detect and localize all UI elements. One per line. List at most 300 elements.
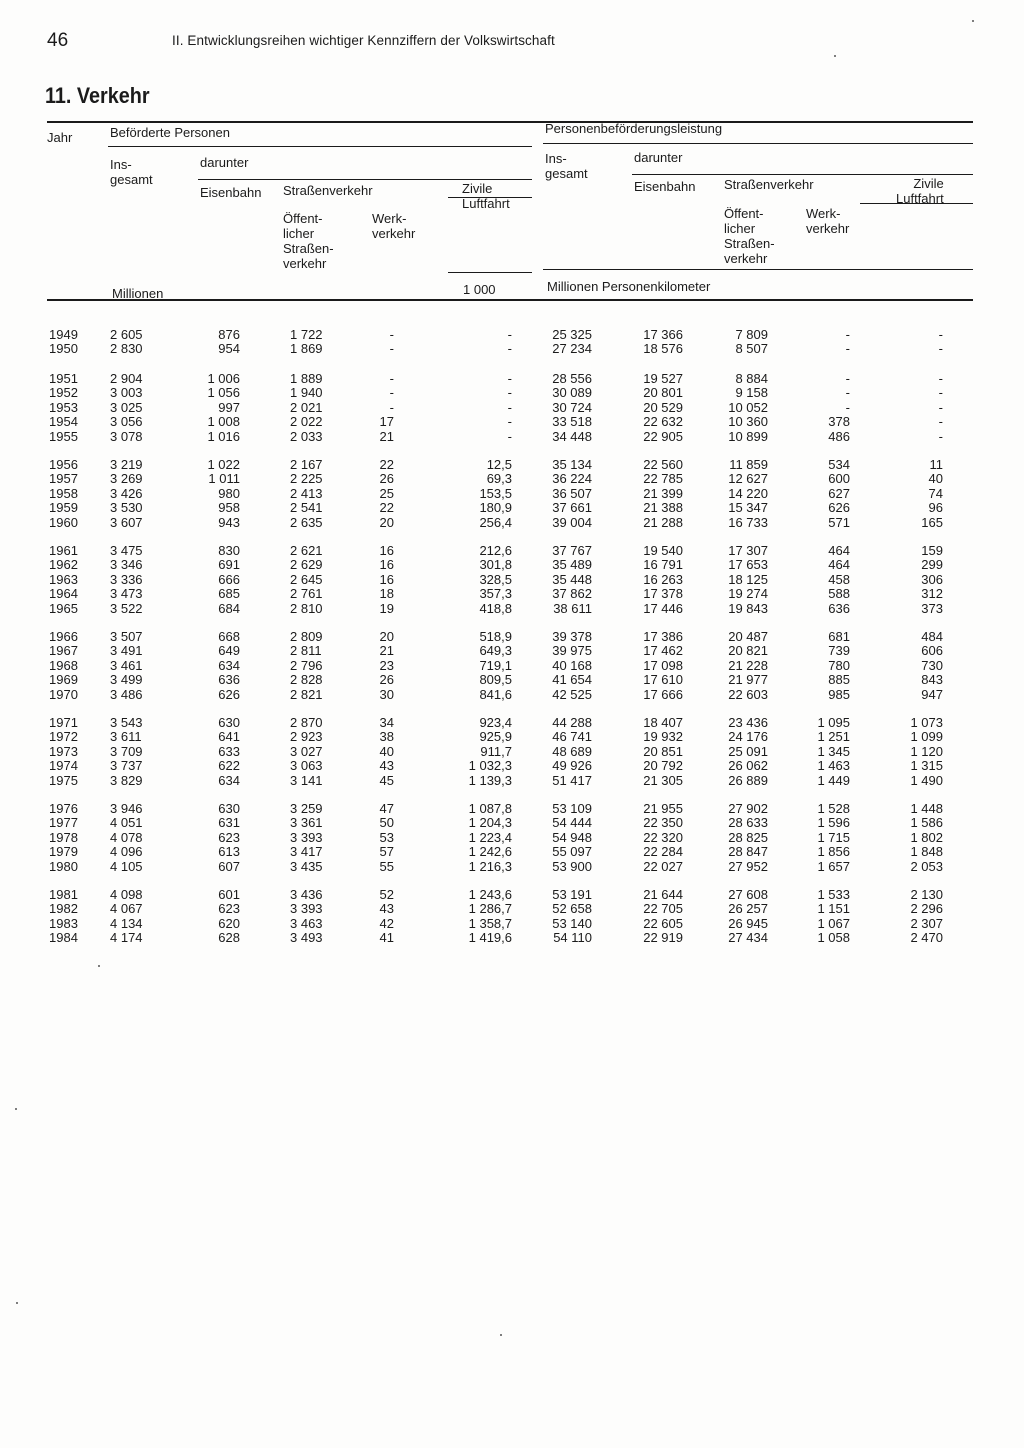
cell-eisenbahn: 980 <box>218 485 240 501</box>
cell-werkverkehr: 16 <box>379 557 394 573</box>
cell-eisenbahn: 623 <box>218 901 240 917</box>
table-row <box>0 773 1024 788</box>
unit-personenkilometer: Millionen Personenkilometer <box>547 279 711 294</box>
cell-pkm-zivile-luftfahrt: 1 099 <box>910 729 943 745</box>
cell-pkm-zivile-luftfahrt: 96 <box>928 500 943 516</box>
cell-insgesamt: 3 607 <box>110 514 143 530</box>
table-row <box>0 815 1024 830</box>
cell-year: 1966 <box>49 629 78 644</box>
cell-pkm-werkverkehr: 571 <box>828 514 850 530</box>
cell-pkm-oeffentlicher-strassenverkehr: 26 889 <box>728 772 768 788</box>
cell-zivile-luftfahrt: - <box>507 341 512 357</box>
table-row <box>0 572 1024 587</box>
cell-oeffentlicher-strassenverkehr: 2 621 <box>290 543 323 558</box>
cell-pkm-insgesamt: 36 507 <box>552 485 592 501</box>
cell-pkm-zivile-luftfahrt: 606 <box>921 643 943 659</box>
cell-year: 1980 <box>49 858 78 874</box>
cell-werkverkehr: 43 <box>379 758 394 774</box>
cell-insgesamt: 4 098 <box>110 887 143 902</box>
cell-pkm-eisenbahn: 21 305 <box>643 772 683 788</box>
cell-eisenbahn: 623 <box>218 829 240 845</box>
cell-year: 1982 <box>49 901 78 917</box>
cell-pkm-oeffentlicher-strassenverkehr: 21 228 <box>728 657 768 673</box>
cell-insgesamt: 4 067 <box>110 901 143 917</box>
page-number: 46 <box>47 30 69 51</box>
cell-zivile-luftfahrt: 1 139,3 <box>468 772 512 788</box>
cell-oeffentlicher-strassenverkehr: 2 828 <box>290 672 323 688</box>
cell-eisenbahn: 636 <box>218 672 240 688</box>
cell-pkm-insgesamt: 41 654 <box>552 672 592 688</box>
cell-werkverkehr: 19 <box>379 600 394 616</box>
table-row <box>0 515 1024 530</box>
table-row <box>0 471 1024 486</box>
cell-oeffentlicher-strassenverkehr: 3 027 <box>290 743 323 759</box>
cell-oeffentlicher-strassenverkehr: 2 629 <box>290 557 323 573</box>
cell-zivile-luftfahrt: 1 216,3 <box>468 858 512 874</box>
cell-pkm-insgesamt: 35 134 <box>552 457 592 472</box>
cell-pkm-eisenbahn: 17 378 <box>643 586 683 602</box>
cell-zivile-luftfahrt: - <box>507 327 512 342</box>
cell-eisenbahn: 620 <box>218 915 240 931</box>
cell-insgesamt: 4 078 <box>110 829 143 845</box>
cell-pkm-eisenbahn: 19 540 <box>643 543 683 558</box>
cell-pkm-oeffentlicher-strassenverkehr: 28 847 <box>728 844 768 860</box>
cell-pkm-eisenbahn: 21 644 <box>643 887 683 902</box>
table-row <box>0 844 1024 859</box>
cell-insgesamt: 3 530 <box>110 500 143 516</box>
cell-pkm-eisenbahn: 16 791 <box>643 557 683 573</box>
cell-zivile-luftfahrt: 1 223,4 <box>468 829 512 845</box>
cell-pkm-werkverkehr: 1 856 <box>817 844 850 860</box>
cell-werkverkehr: - <box>389 327 394 342</box>
cell-eisenbahn: 626 <box>218 686 240 702</box>
cell-pkm-eisenbahn: 19 932 <box>643 729 683 745</box>
cell-pkm-werkverkehr: 1 715 <box>817 829 850 845</box>
cell-pkm-insgesamt: 55 097 <box>552 844 592 860</box>
table-row <box>0 687 1024 702</box>
cell-eisenbahn: 943 <box>218 514 240 530</box>
cell-zivile-luftfahrt: 1 286,7 <box>468 901 512 917</box>
cell-year: 1949 <box>49 327 78 342</box>
cell-oeffentlicher-strassenverkehr: 2 021 <box>290 399 323 415</box>
cell-pkm-insgesamt: 53 140 <box>552 915 592 931</box>
cell-pkm-werkverkehr: 636 <box>828 600 850 616</box>
cell-zivile-luftfahrt: - <box>507 385 512 401</box>
cell-pkm-eisenbahn: 17 446 <box>643 600 683 616</box>
unit-millionen: Millionen <box>112 286 164 301</box>
cell-pkm-oeffentlicher-strassenverkehr: 27 434 <box>728 930 768 946</box>
table-row <box>0 930 1024 945</box>
cell-pkm-insgesamt: 51 417 <box>552 772 592 788</box>
cell-insgesamt: 3 486 <box>110 686 143 702</box>
cell-pkm-zivile-luftfahrt: 1 586 <box>910 815 943 831</box>
cell-insgesamt: 3 056 <box>110 414 143 430</box>
cell-eisenbahn: 628 <box>218 930 240 946</box>
cell-werkverkehr: 43 <box>379 901 394 917</box>
cell-pkm-insgesamt: 33 518 <box>552 414 592 430</box>
cell-oeffentlicher-strassenverkehr: 3 436 <box>290 887 323 902</box>
table-row <box>0 457 1024 472</box>
cell-pkm-zivile-luftfahrt: - <box>938 371 943 386</box>
header-rule-right <box>543 143 973 144</box>
cell-pkm-oeffentlicher-strassenverkehr: 23 436 <box>728 715 768 730</box>
cell-pkm-eisenbahn: 21 388 <box>643 500 683 516</box>
cell-year: 1967 <box>49 643 78 659</box>
cell-oeffentlicher-strassenverkehr: 2 022 <box>290 414 323 430</box>
table-row <box>0 543 1024 558</box>
cell-eisenbahn: 649 <box>218 643 240 659</box>
cell-eisenbahn: 1 006 <box>207 371 240 386</box>
cell-pkm-insgesamt: 49 926 <box>552 758 592 774</box>
cell-pkm-insgesamt: 37 862 <box>552 586 592 602</box>
table-row <box>0 400 1024 415</box>
cell-pkm-werkverkehr: 780 <box>828 657 850 673</box>
header-rule-left <box>108 146 532 147</box>
cell-pkm-oeffentlicher-strassenverkehr: 10 052 <box>728 399 768 415</box>
table-row <box>0 758 1024 773</box>
table-row <box>0 830 1024 845</box>
cell-werkverkehr: 20 <box>379 514 394 530</box>
cell-eisenbahn: 958 <box>218 500 240 516</box>
table-row <box>0 715 1024 730</box>
cell-zivile-luftfahrt: 841,6 <box>479 686 512 702</box>
cell-pkm-zivile-luftfahrt: - <box>938 385 943 401</box>
cell-werkverkehr: 25 <box>379 485 394 501</box>
cell-pkm-werkverkehr: 1 151 <box>817 901 850 917</box>
cell-werkverkehr: 22 <box>379 457 394 472</box>
cell-eisenbahn: 668 <box>218 629 240 644</box>
cell-werkverkehr: 18 <box>379 586 394 602</box>
cell-oeffentlicher-strassenverkehr: 3 141 <box>290 772 323 788</box>
cell-insgesamt: 3 522 <box>110 600 143 616</box>
cell-pkm-insgesamt: 54 444 <box>552 815 592 831</box>
cell-pkm-insgesamt: 35 489 <box>552 557 592 573</box>
cell-pkm-oeffentlicher-strassenverkehr: 21 977 <box>728 672 768 688</box>
cell-zivile-luftfahrt: - <box>507 414 512 430</box>
cell-pkm-werkverkehr: - <box>845 327 850 342</box>
cell-pkm-oeffentlicher-strassenverkehr: 20 487 <box>728 629 768 644</box>
cell-pkm-insgesamt: 46 741 <box>552 729 592 745</box>
cell-pkm-insgesamt: 34 448 <box>552 428 592 444</box>
cell-insgesamt: 3 491 <box>110 643 143 659</box>
cell-werkverkehr: 34 <box>379 715 394 730</box>
cell-pkm-eisenbahn: 20 851 <box>643 743 683 759</box>
cell-eisenbahn: 830 <box>218 543 240 558</box>
cell-pkm-zivile-luftfahrt: 2 053 <box>910 858 943 874</box>
header-insgesamt-left: Ins- gesamt <box>110 157 153 187</box>
cell-pkm-zivile-luftfahrt: 484 <box>921 629 943 644</box>
table-row <box>0 486 1024 501</box>
cell-insgesamt: 3 025 <box>110 399 143 415</box>
cell-pkm-zivile-luftfahrt: 11 <box>929 457 943 472</box>
header-zivile-luftfahrt-right: Zivile Luftfahrt <box>896 176 944 206</box>
cell-pkm-zivile-luftfahrt: - <box>938 327 943 342</box>
cell-year: 1975 <box>49 772 78 788</box>
cell-zivile-luftfahrt: 518,9 <box>479 629 512 644</box>
cell-pkm-eisenbahn: 21 288 <box>643 514 683 530</box>
cell-pkm-insgesamt: 53 191 <box>552 887 592 902</box>
cell-pkm-insgesamt: 38 611 <box>553 600 592 616</box>
cell-pkm-werkverkehr: 1 058 <box>817 930 850 946</box>
cell-insgesamt: 3 543 <box>110 715 143 730</box>
scan-speck <box>834 55 836 57</box>
cell-pkm-insgesamt: 54 110 <box>553 930 592 946</box>
cell-insgesamt: 3 346 <box>110 557 143 573</box>
cell-year: 1973 <box>49 743 78 759</box>
cell-oeffentlicher-strassenverkehr: 2 796 <box>290 657 323 673</box>
cell-werkverkehr: - <box>389 399 394 415</box>
cell-pkm-zivile-luftfahrt: - <box>938 341 943 357</box>
cell-pkm-zivile-luftfahrt: 165 <box>921 514 943 530</box>
cell-pkm-eisenbahn: 22 560 <box>643 457 683 472</box>
header-werkverkehr-right: Werk- verkehr <box>806 206 850 236</box>
cell-eisenbahn: 1 022 <box>207 457 240 472</box>
cell-pkm-werkverkehr: 739 <box>828 643 850 659</box>
cell-year: 1952 <box>49 385 78 401</box>
cell-pkm-werkverkehr: - <box>845 399 850 415</box>
cell-zivile-luftfahrt: 418,8 <box>479 600 512 616</box>
cell-eisenbahn: 613 <box>218 844 240 860</box>
cell-year: 1977 <box>49 815 78 831</box>
cell-pkm-oeffentlicher-strassenverkehr: 25 091 <box>728 743 768 759</box>
cell-insgesamt: 3 499 <box>110 672 143 688</box>
cell-insgesamt: 3 219 <box>110 457 143 472</box>
cell-pkm-oeffentlicher-strassenverkehr: 8 884 <box>735 371 768 386</box>
cell-pkm-zivile-luftfahrt: 312 <box>921 586 943 602</box>
cell-pkm-werkverkehr: - <box>845 371 850 386</box>
cell-pkm-werkverkehr: 627 <box>828 485 850 501</box>
cell-pkm-zivile-luftfahrt: - <box>938 428 943 444</box>
cell-pkm-zivile-luftfahrt: 306 <box>921 571 943 587</box>
table-row <box>0 500 1024 515</box>
cell-pkm-eisenbahn: 20 792 <box>643 758 683 774</box>
table-row <box>0 916 1024 931</box>
cell-pkm-zivile-luftfahrt: 2 296 <box>910 901 943 917</box>
cell-pkm-werkverkehr: 600 <box>828 471 850 487</box>
cell-year: 1978 <box>49 829 78 845</box>
body-rule <box>47 299 973 301</box>
cell-pkm-insgesamt: 37 661 <box>552 500 592 516</box>
header-darunter-left: darunter <box>200 155 249 170</box>
cell-zivile-luftfahrt: 923,4 <box>479 715 512 730</box>
cell-pkm-werkverkehr: 985 <box>828 686 850 702</box>
cell-werkverkehr: 41 <box>379 930 394 946</box>
cell-pkm-eisenbahn: 22 320 <box>643 829 683 845</box>
header-befoerderte-personen: Beförderte Personen <box>110 125 230 140</box>
cell-pkm-werkverkehr: 1 449 <box>817 772 850 788</box>
cell-oeffentlicher-strassenverkehr: 2 635 <box>290 514 323 530</box>
cell-insgesamt: 3 461 <box>110 657 143 673</box>
cell-pkm-werkverkehr: 1 528 <box>817 801 850 816</box>
cell-zivile-luftfahrt: 649,3 <box>479 643 512 659</box>
cell-werkverkehr: 50 <box>379 815 394 831</box>
cell-year: 1951 <box>49 371 78 386</box>
cell-pkm-oeffentlicher-strassenverkehr: 8 507 <box>735 341 768 357</box>
cell-pkm-eisenbahn: 16 263 <box>643 571 683 587</box>
cell-pkm-zivile-luftfahrt: 299 <box>921 557 943 573</box>
cell-pkm-zivile-luftfahrt: 843 <box>921 672 943 688</box>
cell-eisenbahn: 691 <box>218 557 240 573</box>
cell-werkverkehr: 45 <box>379 772 394 788</box>
scan-speck <box>500 1334 502 1336</box>
cell-year: 1953 <box>49 399 78 415</box>
cell-pkm-werkverkehr: 464 <box>828 557 850 573</box>
cell-pkm-insgesamt: 37 767 <box>552 543 592 558</box>
cell-year: 1965 <box>49 600 78 616</box>
cell-insgesamt: 4 096 <box>110 844 143 860</box>
table-row <box>0 801 1024 816</box>
table-row <box>0 414 1024 429</box>
cell-eisenbahn: 622 <box>218 758 240 774</box>
cell-zivile-luftfahrt: 925,9 <box>479 729 512 745</box>
cell-pkm-oeffentlicher-strassenverkehr: 20 821 <box>728 643 768 659</box>
cell-pkm-zivile-luftfahrt: 2 130 <box>910 887 943 902</box>
cell-pkm-insgesamt: 53 109 <box>552 801 592 816</box>
cell-pkm-zivile-luftfahrt: 1 448 <box>910 801 943 816</box>
cell-oeffentlicher-strassenverkehr: 3 493 <box>290 930 323 946</box>
cell-pkm-eisenbahn: 17 462 <box>643 643 683 659</box>
cell-pkm-werkverkehr: - <box>845 341 850 357</box>
cell-oeffentlicher-strassenverkehr: 2 645 <box>290 571 323 587</box>
cell-pkm-insgesamt: 25 325 <box>552 327 592 342</box>
cell-year: 1976 <box>49 801 78 816</box>
cell-year: 1963 <box>49 571 78 587</box>
cell-oeffentlicher-strassenverkehr: 3 361 <box>290 815 323 831</box>
table-row <box>0 586 1024 601</box>
cell-insgesamt: 3 611 <box>110 729 142 745</box>
cell-pkm-werkverkehr: 626 <box>828 500 850 516</box>
cell-pkm-eisenbahn: 19 527 <box>643 371 683 386</box>
cell-werkverkehr: 20 <box>379 629 394 644</box>
cell-eisenbahn: 631 <box>218 815 240 831</box>
cell-pkm-werkverkehr: 486 <box>828 428 850 444</box>
cell-eisenbahn: 630 <box>218 801 240 816</box>
cell-eisenbahn: 997 <box>218 399 240 415</box>
cell-eisenbahn: 633 <box>218 743 240 759</box>
header-oeffentlicher-right: Öffent- licher Straßen- verkehr <box>724 206 775 266</box>
cell-eisenbahn: 601 <box>218 887 240 902</box>
running-head: II. Entwicklungsreihen wichtiger Kennziffern der Volkswirtschaft <box>172 33 555 48</box>
cell-insgesamt: 3 426 <box>110 485 143 501</box>
cell-werkverkehr: 57 <box>379 844 394 860</box>
cell-werkverkehr: 16 <box>379 543 394 558</box>
cell-insgesamt: 3 709 <box>110 743 143 759</box>
cell-pkm-eisenbahn: 17 666 <box>643 686 683 702</box>
table-row <box>0 672 1024 687</box>
cell-pkm-zivile-luftfahrt: 2 307 <box>910 915 943 931</box>
table-row <box>0 744 1024 759</box>
table-row <box>0 601 1024 616</box>
cell-zivile-luftfahrt: - <box>507 428 512 444</box>
cell-eisenbahn: 630 <box>218 715 240 730</box>
table-row <box>0 729 1024 744</box>
cell-pkm-eisenbahn: 22 350 <box>643 815 683 831</box>
cell-werkverkehr: 17 <box>379 414 394 430</box>
cell-zivile-luftfahrt: 180,9 <box>479 500 512 516</box>
cell-pkm-oeffentlicher-strassenverkehr: 28 633 <box>728 815 768 831</box>
cell-oeffentlicher-strassenverkehr: 2 413 <box>290 485 323 501</box>
cell-eisenbahn: 1 011 <box>208 471 240 487</box>
cell-pkm-zivile-luftfahrt: 1 315 <box>910 758 943 774</box>
cell-pkm-eisenbahn: 21 955 <box>643 801 683 816</box>
cell-year: 1959 <box>49 500 78 516</box>
cell-zivile-luftfahrt: 12,5 <box>486 457 512 472</box>
cell-insgesamt: 3 078 <box>110 428 143 444</box>
cell-year: 1983 <box>49 915 78 931</box>
cell-pkm-eisenbahn: 22 905 <box>643 428 683 444</box>
cell-zivile-luftfahrt: 1 243,6 <box>468 887 512 902</box>
cell-insgesamt: 3 737 <box>110 758 143 774</box>
cell-pkm-werkverkehr: 534 <box>828 457 850 472</box>
cell-pkm-insgesamt: 39 975 <box>552 643 592 659</box>
cell-zivile-luftfahrt: 357,3 <box>479 586 512 602</box>
scan-speck <box>15 1108 17 1110</box>
cell-insgesamt: 4 174 <box>110 930 143 946</box>
cell-pkm-oeffentlicher-strassenverkehr: 16 733 <box>728 514 768 530</box>
cell-oeffentlicher-strassenverkehr: 1 940 <box>290 385 323 401</box>
cell-insgesamt: 3 269 <box>110 471 143 487</box>
cell-year: 1961 <box>49 543 78 558</box>
scan-speck <box>98 965 100 967</box>
cell-werkverkehr: - <box>389 385 394 401</box>
cell-insgesamt: 3 473 <box>110 586 143 602</box>
cell-insgesamt: 2 830 <box>110 341 143 357</box>
cell-oeffentlicher-strassenverkehr: 2 811 <box>290 643 322 659</box>
cell-oeffentlicher-strassenverkehr: 3 417 <box>290 844 323 860</box>
header-eisenbahn-left: Eisenbahn <box>200 185 262 200</box>
cell-werkverkehr: 55 <box>379 858 394 874</box>
header-personenbefoerderungsleistung: Personenbeförderungsleistung <box>545 121 723 136</box>
table-row <box>0 901 1024 916</box>
cell-pkm-zivile-luftfahrt: 1 802 <box>910 829 943 845</box>
cell-werkverkehr: 42 <box>379 915 394 931</box>
cell-werkverkehr: 21 <box>379 643 394 659</box>
cell-year: 1956 <box>49 457 78 472</box>
cell-year: 1964 <box>49 586 78 602</box>
cell-zivile-luftfahrt: 1 087,8 <box>468 801 512 816</box>
cell-pkm-oeffentlicher-strassenverkehr: 17 307 <box>728 543 768 558</box>
cell-pkm-insgesamt: 35 448 <box>552 571 592 587</box>
cell-insgesamt: 3 475 <box>110 543 143 558</box>
cell-pkm-insgesamt: 53 900 <box>552 858 592 874</box>
cell-pkm-insgesamt: 39 004 <box>552 514 592 530</box>
cell-pkm-werkverkehr: 1 596 <box>817 815 850 831</box>
cell-werkverkehr: 26 <box>379 672 394 688</box>
cell-year: 1962 <box>49 557 78 573</box>
cell-insgesamt: 2 605 <box>110 327 143 342</box>
header-jahr: Jahr <box>47 130 73 145</box>
cell-pkm-zivile-luftfahrt: 40 <box>928 471 943 487</box>
cell-pkm-eisenbahn: 22 284 <box>643 844 683 860</box>
header-strassenverkehr-right: Straßenverkehr <box>724 177 814 192</box>
cell-pkm-werkverkehr: 458 <box>828 571 850 587</box>
cell-pkm-oeffentlicher-strassenverkehr: 26 945 <box>728 915 768 931</box>
cell-pkm-eisenbahn: 22 705 <box>643 901 683 917</box>
cell-werkverkehr: 22 <box>379 500 394 516</box>
cell-pkm-insgesamt: 30 724 <box>552 399 592 415</box>
cell-pkm-werkverkehr: 681 <box>828 629 850 644</box>
cell-eisenbahn: 641 <box>218 729 240 745</box>
cell-insgesamt: 4 105 <box>110 858 143 874</box>
cell-pkm-insgesamt: 42 525 <box>552 686 592 702</box>
cell-zivile-luftfahrt: 911,7 <box>480 743 512 759</box>
cell-pkm-oeffentlicher-strassenverkehr: 28 825 <box>728 829 768 845</box>
cell-eisenbahn: 685 <box>218 586 240 602</box>
cell-pkm-zivile-luftfahrt: 2 470 <box>910 930 943 946</box>
cell-oeffentlicher-strassenverkehr: 2 821 <box>290 686 323 702</box>
cell-oeffentlicher-strassenverkehr: 2 225 <box>290 471 323 487</box>
cell-pkm-werkverkehr: 1 345 <box>817 743 850 759</box>
